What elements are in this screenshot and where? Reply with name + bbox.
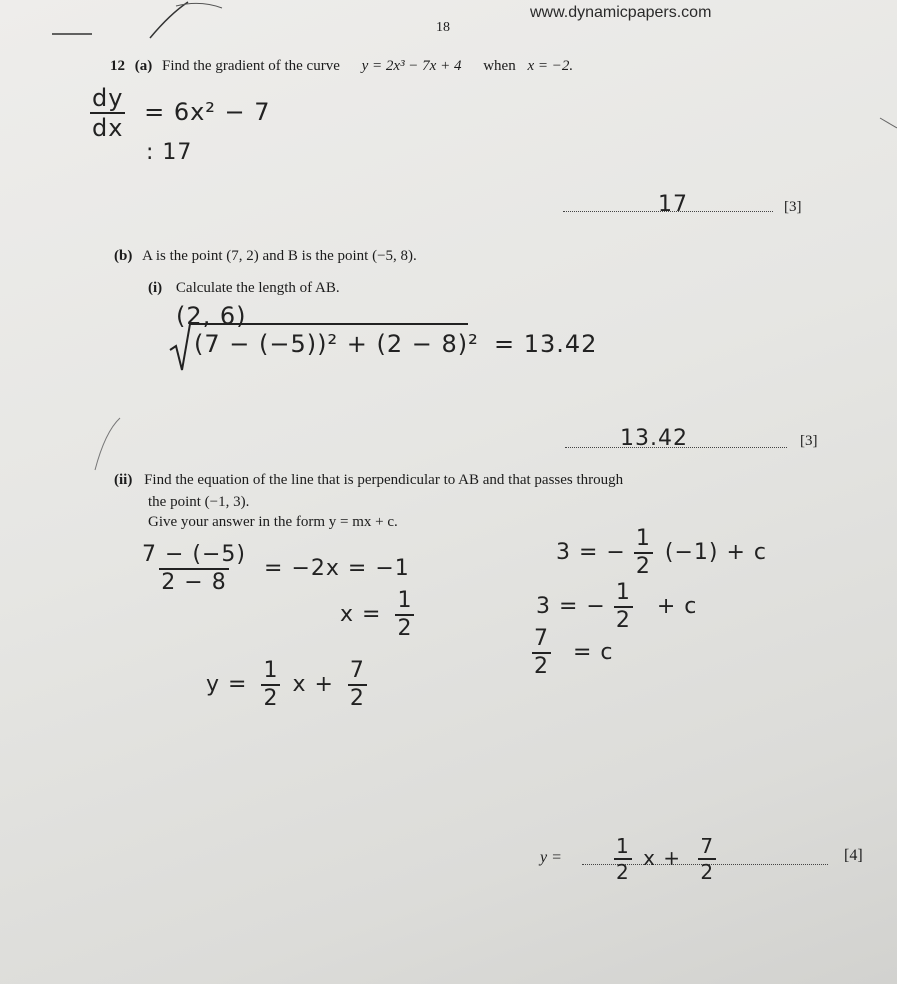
substitution-row2 [536, 582, 697, 632]
part-b-i-working-sqrt: (7 − (−5))² + (2 − 8)² [194, 330, 479, 358]
part-b-i-marks: [3] [800, 433, 818, 449]
row1-fraction [634, 528, 653, 578]
row1-lhs: 3 = − [556, 540, 626, 565]
part-b-i-header [148, 280, 340, 297]
part-b-header [114, 248, 417, 265]
part-a-condition: x = −2. [527, 58, 574, 74]
derivative-denominator: dx [92, 114, 124, 142]
gradient-fraction [140, 544, 248, 594]
perp-gradient-numerator: 1 [397, 588, 413, 613]
question-number: 12 [110, 58, 125, 74]
row2-numerator: 1 [615, 580, 631, 605]
row2-rhs: + c [656, 594, 698, 619]
answer-denominator2: 2 [700, 860, 715, 884]
row3-denominator: 2 [534, 654, 549, 679]
perp-gradient-denominator: 2 [397, 616, 413, 641]
line-eq-denominator1: 2 [263, 686, 279, 711]
part-b-ii-marks: [4] [844, 847, 863, 864]
derivative-rhs: = 6x² − 7 [144, 98, 271, 126]
part-b-label: (b) [114, 248, 133, 264]
row1-denominator: 2 [635, 554, 651, 579]
part-b-ii-line3: Give your answer in the form y = mx + c. [148, 514, 398, 530]
row1-numerator: 1 [635, 526, 651, 551]
line-eq-lhs: y = [206, 672, 248, 697]
edge-mark [880, 118, 897, 128]
row2-denominator: 2 [615, 608, 631, 633]
line-eq-mid: x + [292, 672, 334, 697]
row2-fraction [614, 582, 633, 632]
gradient-numerator: 7 − (−5) [142, 542, 247, 567]
perp-gradient-fraction [395, 590, 414, 640]
gradient-denominator: 2 − 8 [161, 570, 227, 595]
answer-numerator2: 7 [700, 834, 715, 858]
line-eq-fraction1 [261, 660, 280, 710]
gradient-working [140, 544, 410, 594]
line-eq-numerator1: 1 [263, 658, 279, 683]
website-url: www.dynamicpapers.com [530, 4, 712, 21]
part-b-ii-label: (ii) [114, 472, 133, 488]
part-a-condition-word: when [483, 58, 516, 74]
part-b-ii-line2: the point (−1, 3). [148, 494, 250, 510]
part-b-i-working-result: = 13.42 [494, 330, 598, 358]
answer-numerator1: 1 [616, 834, 630, 858]
part-b-i-working-midpoint: (2, 6) [176, 302, 247, 330]
line-eq-numerator2: 7 [349, 658, 365, 683]
answer-mid: x + [643, 845, 682, 870]
answer-fraction1 [614, 836, 632, 882]
line-eq-fraction2 [348, 660, 367, 710]
part-a-prompt: Find the gradient of the curve [162, 58, 340, 74]
part-b-statement: A is the point (7, 2) and B is the point (−5, 8). [142, 248, 417, 264]
part-a-derivative [90, 86, 271, 140]
line-eq-denominator2: 2 [349, 686, 365, 711]
part-a-result-working: : 17 [146, 140, 193, 165]
part-b-ii-answer[interactable] [614, 836, 716, 882]
row1-rhs: (−1) + c [664, 540, 767, 565]
part-b-i-prompt: Calculate the length of AB. [175, 280, 340, 296]
part-b-ii-prompt-line1: Find the equation of the line that is perpendicular to AB and that passes through [144, 472, 624, 488]
part-a-answer[interactable]: 17 [658, 192, 688, 217]
page-number: 18 [436, 20, 450, 35]
answer-denominator1: 2 [616, 860, 630, 884]
part-b-ii-answer-prefix: y = [540, 849, 562, 866]
margin-mark [95, 418, 120, 470]
row3-fraction [532, 628, 551, 678]
part-a-label: (a) [134, 58, 153, 74]
derivative-fraction [90, 86, 125, 140]
row3-numerator: 7 [534, 626, 549, 651]
top-pen-stroke [150, 2, 188, 38]
answer-fraction2 [698, 836, 716, 882]
row3-rhs: = c [573, 640, 614, 665]
part-b-ii-line1 [114, 472, 623, 489]
derivative-numerator: dy [92, 84, 124, 112]
perp-gradient-lhs: x = [340, 602, 382, 627]
substitution-row3 [532, 628, 614, 678]
part-b-i-label: (i) [148, 280, 163, 296]
perpendicular-gradient-working [340, 590, 414, 640]
part-a-equation: y = 2x³ − 7x + 4 [361, 58, 462, 74]
row2-lhs: 3 = − [536, 594, 606, 619]
part-a-marks: [3] [784, 199, 802, 215]
part-b-i-answer[interactable]: 13.42 [620, 426, 688, 451]
question-a-header [110, 58, 573, 75]
line-equation-working [206, 660, 367, 710]
substitution-row1 [556, 528, 767, 578]
gradient-rhs: = −2x = −1 [264, 556, 410, 581]
